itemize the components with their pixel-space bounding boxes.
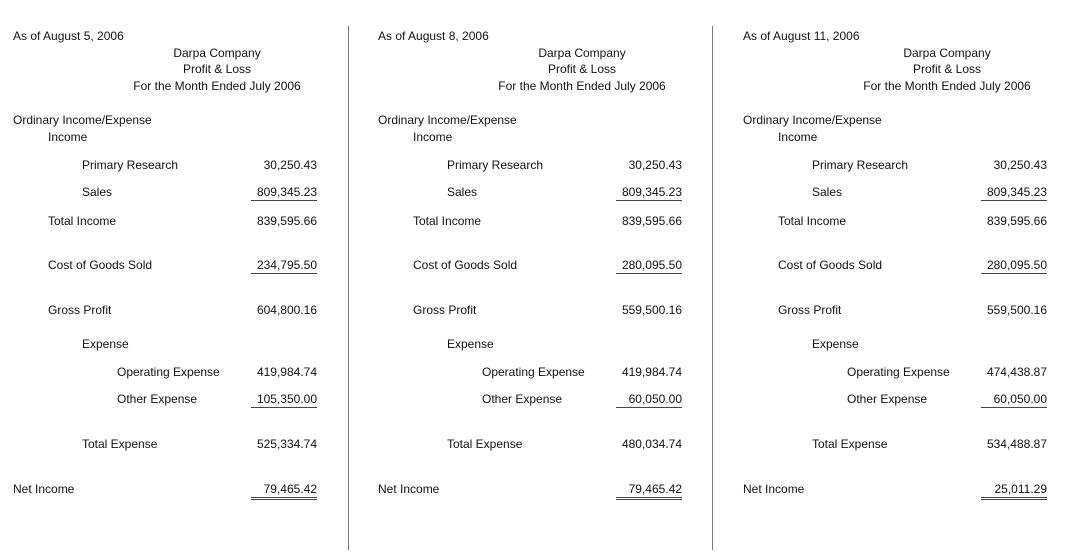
gross-profit-value: 604,800.16 [256, 303, 317, 317]
gross-profit-label: Gross Profit [413, 303, 477, 317]
income-label: Income [48, 130, 88, 144]
report-title: Profit & Loss [547, 62, 617, 76]
expense-label: Expense [812, 337, 859, 351]
ordinary-income-expense-label: Ordinary Income/Expense [13, 113, 152, 127]
sales-value: 809,345.23 [981, 185, 1047, 201]
total-expense-value: 534,488.87 [986, 437, 1047, 451]
gross-profit-label: Gross Profit [778, 303, 842, 317]
as-of-date: As of August 5, 2006 [13, 29, 124, 43]
net-income-label: Net Income [378, 482, 440, 496]
ordinary-income-expense-label: Ordinary Income/Expense [743, 113, 882, 127]
total-income-label: Total Income [778, 214, 847, 228]
sales-label: Sales [82, 185, 113, 199]
net-income-label: Net Income [13, 482, 75, 496]
company-name: Darpa Company [903, 46, 991, 60]
net-income-value: 25,011.29 [981, 482, 1047, 500]
as-of-date: As of August 11, 2006 [743, 29, 860, 43]
other-expense-label: Other Expense [482, 392, 563, 406]
expense-label: Expense [447, 337, 494, 351]
total-expense-value: 525,334.74 [256, 437, 317, 451]
report-title: Profit & Loss [912, 62, 982, 76]
cogs-label: Cost of Goods Sold [413, 258, 518, 272]
income-label: Income [413, 130, 453, 144]
total-expense-value: 480,034.74 [621, 437, 682, 451]
income-label: Income [778, 130, 818, 144]
primary-research-label: Primary Research [82, 158, 179, 172]
total-income-value: 839,595.66 [256, 214, 317, 228]
total-expense-label: Total Expense [82, 437, 158, 451]
report-panel-2 [365, 0, 725, 555]
total-income-value: 839,595.66 [986, 214, 1047, 228]
report-panel-3 [730, 0, 1078, 555]
operating-expense-value: 419,984.74 [256, 365, 317, 379]
total-income-value: 839,595.66 [621, 214, 682, 228]
gross-profit-value: 559,500.16 [621, 303, 682, 317]
sales-value: 809,345.23 [616, 185, 682, 201]
total-income-label: Total Income [48, 214, 117, 228]
report-period: For the Month Ended July 2006 [863, 79, 1031, 93]
primary-research-label: Primary Research [812, 158, 909, 172]
operating-expense-value: 419,984.74 [621, 365, 682, 379]
ordinary-income-expense-label: Ordinary Income/Expense [378, 113, 517, 127]
expense-label: Expense [82, 337, 129, 351]
company-name: Darpa Company [173, 46, 261, 60]
sales-label: Sales [812, 185, 843, 199]
net-income-label: Net Income [743, 482, 805, 496]
operating-expense-label: Operating Expense [117, 365, 220, 379]
panel-divider [712, 26, 713, 550]
cogs-value: 234,795.50 [251, 258, 317, 274]
as-of-date: As of August 8, 2006 [378, 29, 489, 43]
cogs-value: 280,095.50 [981, 258, 1047, 274]
other-expense-value: 60,050.00 [981, 392, 1047, 408]
other-expense-value: 105,350.00 [251, 392, 317, 408]
operating-expense-label: Operating Expense [482, 365, 585, 379]
operating-expense-value: 474,438.87 [986, 365, 1047, 379]
gross-profit-value: 559,500.16 [986, 303, 1047, 317]
cogs-label: Cost of Goods Sold [48, 258, 153, 272]
report-title: Profit & Loss [182, 62, 252, 76]
panel-divider [348, 26, 349, 550]
total-expense-label: Total Expense [447, 437, 523, 451]
net-income-value: 79,465.42 [616, 482, 682, 500]
total-income-label: Total Income [413, 214, 482, 228]
company-name: Darpa Company [538, 46, 626, 60]
report-period: For the Month Ended July 2006 [133, 79, 301, 93]
primary-research-label: Primary Research [447, 158, 544, 172]
cogs-label: Cost of Goods Sold [778, 258, 883, 272]
primary-research-value: 30,250.43 [993, 158, 1047, 172]
sales-value: 809,345.23 [251, 185, 317, 201]
other-expense-label: Other Expense [117, 392, 198, 406]
operating-expense-label: Operating Expense [847, 365, 950, 379]
other-expense-value: 60,050.00 [616, 392, 682, 408]
primary-research-value: 30,250.43 [628, 158, 682, 172]
gross-profit-label: Gross Profit [48, 303, 112, 317]
other-expense-label: Other Expense [847, 392, 928, 406]
cogs-value: 280,095.50 [616, 258, 682, 274]
net-income-value: 79,465.42 [251, 482, 317, 500]
sales-label: Sales [447, 185, 478, 199]
report-period: For the Month Ended July 2006 [498, 79, 666, 93]
report-panel-1 [0, 0, 360, 555]
total-expense-label: Total Expense [812, 437, 888, 451]
primary-research-value: 30,250.43 [263, 158, 317, 172]
